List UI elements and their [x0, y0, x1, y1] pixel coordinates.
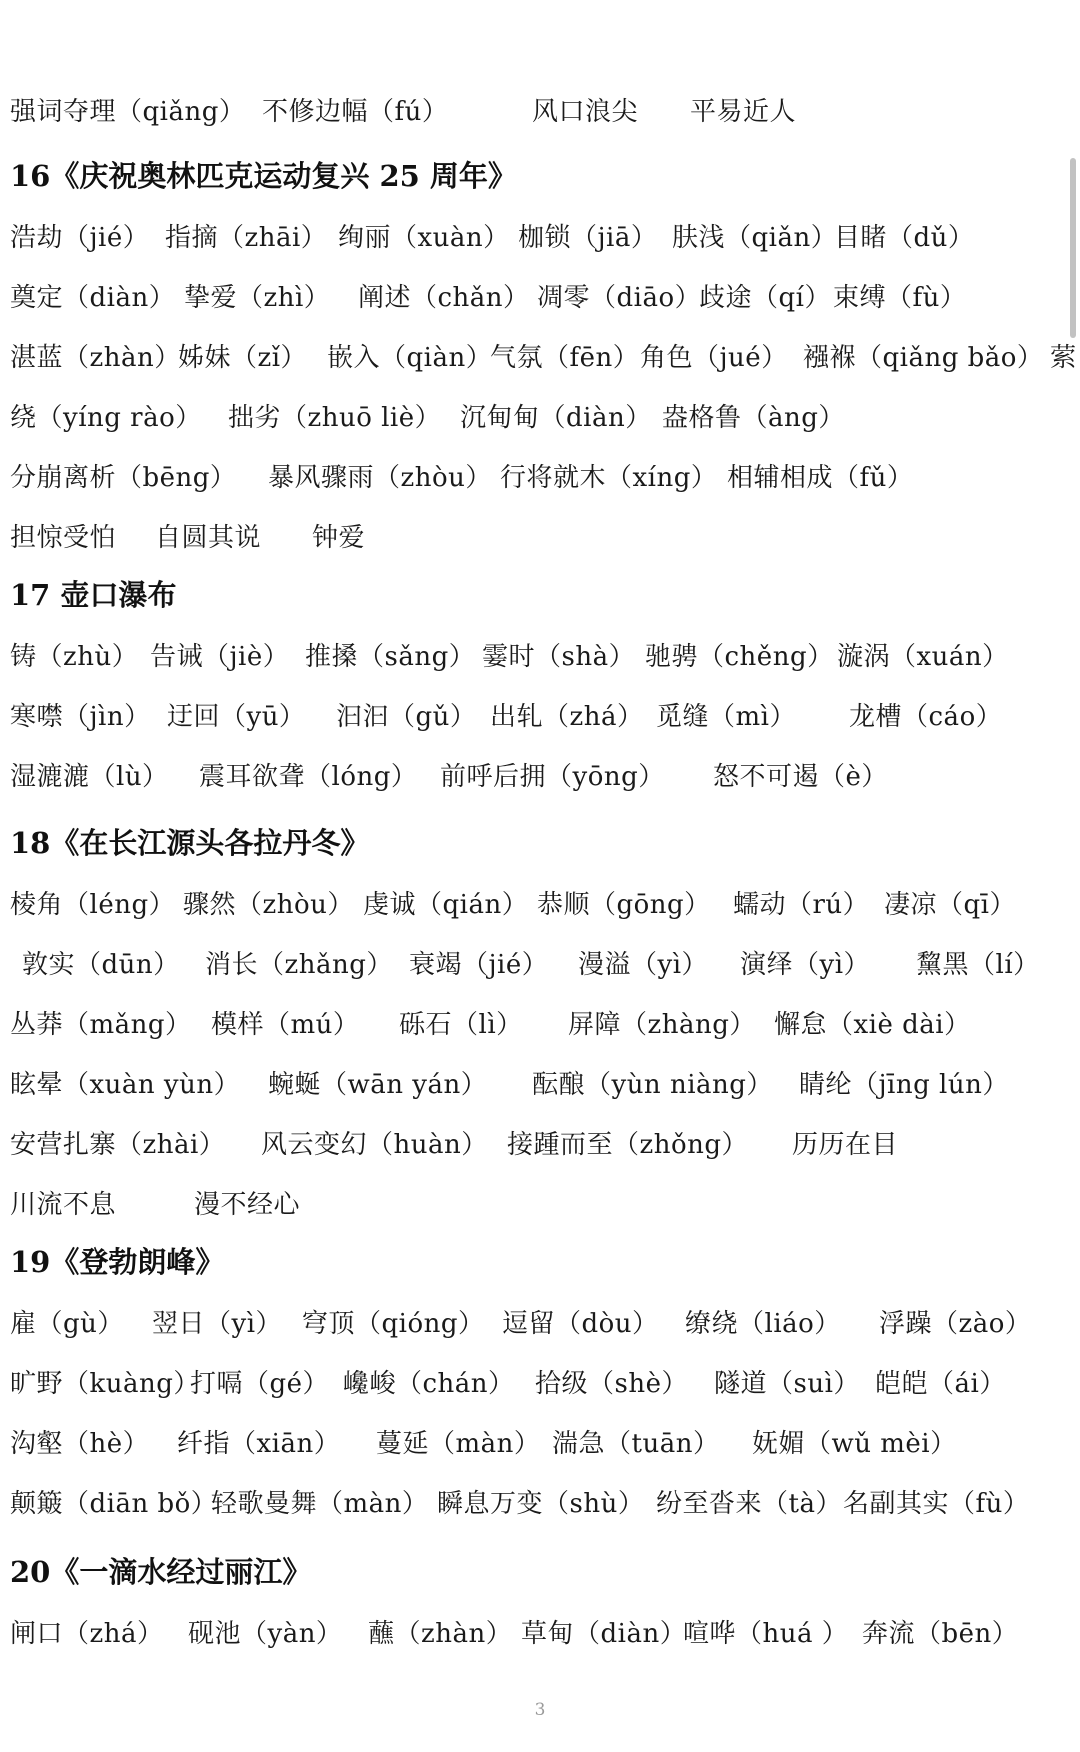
- vocab-entry: 漫不经心: [194, 1190, 301, 1220]
- vocab-entry: 蘸（zhàn）: [368, 1619, 513, 1649]
- vocab-row: [0, 1005, 1080, 1045]
- vocab-entry: 强词夺理（qiǎng）: [10, 97, 246, 127]
- vocab-entry: 喧哗（huá ）: [683, 1619, 849, 1649]
- vocab-entry: 风云变幻（huàn）: [261, 1130, 488, 1160]
- vocab-entry: 风口浪尖: [532, 97, 639, 127]
- vocab-entry: 汩汩（gǔ）: [336, 702, 477, 732]
- vocab-entry: 拙劣（zhuō liè）: [228, 403, 442, 433]
- vocab-row: [0, 338, 1080, 378]
- vocab-entry: 骤然（zhòu）: [183, 890, 354, 920]
- vocab-entry: 湿漉漉（lù）: [10, 762, 169, 792]
- vocab-entry: 肤浅（qiǎn）: [672, 223, 838, 253]
- vocab-entry: 轻歌曼舞（màn）: [211, 1489, 429, 1519]
- vocab-entry: 相辅相成（fǔ）: [727, 463, 914, 493]
- vocab-entry: 棱角（léng）: [10, 890, 176, 920]
- vocab-entry: 穹顶（qióng）: [302, 1309, 485, 1339]
- vocab-entry: 恭顺（gōng）: [537, 890, 711, 920]
- vocab-row: [0, 1065, 1080, 1105]
- vocab-entry: 拾级（shè）: [535, 1369, 688, 1399]
- vocab-row: [0, 218, 1080, 258]
- vocab-entry: 颠簸（diān bǒ）: [10, 1489, 218, 1519]
- vocab-entry: 逗留（dòu）: [502, 1309, 659, 1339]
- vocab-row: [0, 885, 1080, 925]
- vocab-entry: 钟爱: [312, 523, 366, 553]
- vocab-entry: 盎格鲁（àng）: [662, 403, 845, 433]
- vocab-entry: 萦: [1050, 343, 1077, 373]
- vocab-entry: 龙槽（cáo）: [849, 702, 1003, 732]
- vocab-row: [0, 458, 1080, 498]
- vocab-entry: 挚爱（zhì）: [184, 283, 331, 313]
- vocab-entry: 浮躁（zào）: [879, 1309, 1032, 1339]
- vocab-entry: 湍急（tuān）: [552, 1429, 720, 1459]
- vocab-entry: 沉甸甸（diàn）: [460, 403, 652, 433]
- vocab-entry: 歧途（qí）: [699, 283, 831, 313]
- vocab-entry: 砚池（yàn）: [188, 1619, 343, 1649]
- vocab-entry: 眩晕（xuàn yùn）: [10, 1070, 241, 1100]
- vocab-entry: 阐述（chǎn）: [358, 283, 530, 313]
- vocab-entry: 名副其实（fù）: [843, 1489, 1030, 1519]
- vocab-entry: 丛莽（mǎng）: [10, 1010, 192, 1040]
- vocab-entry: 隧道（suì）: [714, 1369, 860, 1399]
- vocab-entry: 驰骋（chěng）: [645, 642, 834, 672]
- vocab-entry: 嵌入（qiàn）: [327, 343, 493, 373]
- vocab-entry: 指摘（zhāi）: [165, 223, 328, 253]
- vocab-entry: 束缚（fù）: [833, 283, 967, 313]
- vocab-entry: 怒不可遏（è）: [713, 762, 888, 792]
- vocab-entry: 出轧（zhá）: [490, 702, 644, 732]
- vocab-entry: 漩涡（xuán）: [837, 642, 1009, 672]
- vocab-entry: 迂回（yū）: [167, 702, 306, 732]
- vocab-entry: 翌日（yì）: [152, 1309, 283, 1339]
- vocab-entry: 敦实（dūn）: [22, 950, 180, 980]
- vocab-entry: 目睹（dǔ）: [834, 223, 975, 253]
- vocab-entry: 告诫（jiè）: [150, 642, 290, 672]
- vocab-entry: 蜿蜒（wān yán）: [268, 1070, 488, 1100]
- vocab-entry: 凄凉（qī）: [884, 890, 1016, 920]
- vocab-entry: 砾石（lì）: [399, 1010, 523, 1040]
- vocab-entry: 演绎（yì）: [740, 950, 871, 980]
- vocab-entry: 接踵而至（zhǒng）: [507, 1130, 748, 1160]
- vocab-entry: 懈怠（xiè dài）: [774, 1010, 971, 1040]
- vocab-entry: 妩媚（wǔ mèi）: [752, 1429, 957, 1459]
- vocab-entry: 震耳欲聋（lóng）: [199, 762, 418, 792]
- vocab-entry: 奠定（diàn）: [10, 283, 176, 313]
- vocab-entry: 睛纶（jīng lún）: [799, 1070, 1009, 1100]
- vocab-entry: 绕（yíng rào）: [10, 403, 202, 433]
- vocab-row: [0, 1304, 1080, 1344]
- lesson-heading: 18《在长江源头各拉丹冬》: [10, 826, 370, 860]
- vocab-row: [0, 945, 1080, 985]
- vocab-entry: 川流不息: [10, 1190, 117, 1220]
- vocab-entry: 缭绕（liáo）: [685, 1309, 841, 1339]
- vocab-entry: 绚丽（xuàn）: [338, 223, 510, 253]
- vocab-entry: 担惊受怕: [10, 523, 117, 553]
- vocab-entry: 蠕动（rú）: [733, 890, 870, 920]
- vocab-entry: 蔓延（màn）: [376, 1429, 541, 1459]
- vocab-row: [0, 757, 1080, 797]
- vocab-row: [0, 1185, 1080, 1225]
- vocab-row: [0, 697, 1080, 737]
- vocab-entry: 沟壑（hè）: [10, 1429, 150, 1459]
- vocab-entry: 打嗝（gé）: [190, 1369, 330, 1399]
- vocab-entry: 铸（zhù）: [10, 642, 139, 672]
- vocab-entry: 不修边幅（fú）: [262, 97, 449, 127]
- vocab-entry: 闸口（zhá）: [10, 1619, 164, 1649]
- vocab-row: [0, 1125, 1080, 1165]
- vocab-entry: 皑皑（ái）: [875, 1369, 1006, 1399]
- vocab-entry: 暴风骤雨（zhòu）: [268, 463, 492, 493]
- vocab-entry: 前呼后拥（yōng）: [440, 762, 665, 792]
- vocab-entry: 瞬息万变（shù）: [437, 1489, 645, 1519]
- lesson-heading: 16《庆祝奥林匹克运动复兴 25 周年》: [10, 159, 517, 193]
- vocab-entry: 浩劫（jié）: [10, 223, 150, 253]
- vocab-row: [0, 92, 1080, 132]
- vocab-entry: 凋零（diāo）: [537, 283, 702, 313]
- vocab-row: [0, 1424, 1080, 1464]
- vocab-entry: 雇（gù）: [10, 1309, 124, 1339]
- vocab-entry: 纷至沓来（tà）: [656, 1489, 842, 1519]
- vocab-entry: 安营扎寨（zhài）: [10, 1130, 226, 1160]
- vocab-entry: 湛蓝（zhàn）: [10, 343, 181, 373]
- vocab-entry: 行将就木（xíng）: [500, 463, 718, 493]
- vocab-row: [0, 1614, 1080, 1654]
- vocab-row: [0, 1364, 1080, 1404]
- vocab-row: [0, 637, 1080, 677]
- lesson-heading: 19《登勃朗峰》: [10, 1245, 225, 1279]
- vocab-entry: 自圆其说: [155, 523, 262, 553]
- lesson-heading: 20《一滴水经过丽江》: [10, 1555, 312, 1589]
- vocab-entry: 草甸（diàn）: [521, 1619, 687, 1649]
- vocab-row: [0, 398, 1080, 438]
- lesson-heading: 17 壶口瀑布: [10, 578, 177, 612]
- vocab-entry: 历历在目: [792, 1130, 899, 1160]
- vocab-entry: 气氛（fēn）: [490, 343, 640, 373]
- vocab-entry: 漫溢（yì）: [578, 950, 709, 980]
- vocab-entry: 虔诚（qián）: [363, 890, 529, 920]
- vocab-entry: 纤指（xiān）: [177, 1429, 341, 1459]
- vocab-entry: 襁褓（qiǎng bǎo）: [803, 343, 1044, 373]
- vocab-entry: 平易近人: [690, 97, 797, 127]
- vocab-row: [0, 1484, 1080, 1524]
- vocab-entry: 角色（jué）: [640, 343, 788, 373]
- vocab-entry: 分崩离析（bēng）: [10, 463, 237, 493]
- vocab-entry: 屏障（zhàng）: [568, 1010, 756, 1040]
- vocab-entry: 觅缝（mì）: [656, 702, 796, 732]
- vocab-row: [0, 518, 1080, 558]
- vocab-entry: 推搡（sǎng）: [305, 642, 476, 672]
- vocab-entry: 衰竭（jié）: [409, 950, 549, 980]
- vocab-entry: 奔流（bēn）: [862, 1619, 1019, 1649]
- vocab-entry: 寒噤（jìn）: [10, 702, 151, 732]
- vocab-entry: 巉峻（chán）: [343, 1369, 515, 1399]
- vocab-entry: 旷野（kuàng）: [10, 1369, 200, 1399]
- vocab-entry: 酝酿（yùn niàng）: [532, 1070, 773, 1100]
- vocab-entry: 霎时（shà）: [482, 642, 636, 672]
- vocab-entry: 枷锁（jiā）: [518, 223, 658, 253]
- vocab-entry: 姊妹（zǐ）: [178, 343, 308, 373]
- vocab-entry: 模样（mú）: [211, 1010, 360, 1040]
- vocab-row: [0, 278, 1080, 318]
- vocab-entry: 消长（zhǎng）: [205, 950, 393, 980]
- page-number: 3: [534, 1700, 546, 1720]
- vocab-entry: 黧黑（lí）: [916, 950, 1040, 980]
